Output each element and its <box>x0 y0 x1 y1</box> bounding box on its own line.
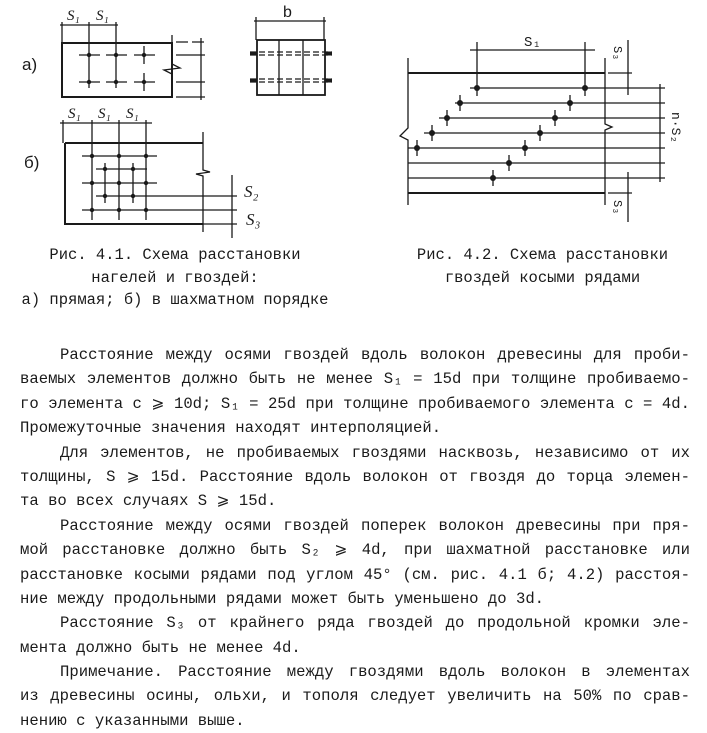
paragraph <box>20 343 690 441</box>
dim-s1-label: S₁ <box>68 106 81 122</box>
caption-line: Рис. 4.1. Схема расстановки <box>49 246 301 264</box>
figure-4-1-drawing <box>0 0 707 240</box>
text-line: та во всех случаях S ⩾ 15d. <box>20 492 277 511</box>
figure-4-1-caption <box>10 244 340 312</box>
text-line: расстановке косыми рядами под углом 45° (см. рис. 4.1 б; 4.2) расстоя- <box>20 565 690 584</box>
text-line: нению с указанными выше. <box>20 711 245 730</box>
text-line: ваемых элементов должно быть не менее S₁ = 15d при толщине пробиваемо- <box>20 370 690 389</box>
dim-s1-label: S₁ <box>524 35 541 51</box>
text-line: Расстояние S₃ от крайнего ряда гвоздей до продольной кромки эле- <box>60 614 690 633</box>
text-line: Для элементов, не пробиваемых гвоздями насквозь, независимо от их <box>60 443 690 462</box>
dim-s1-label: S₁ <box>67 8 80 24</box>
figure-4-2-caption <box>395 244 690 289</box>
text-line: ние между продольными рядами может быть уменьшено до 3d. <box>20 589 545 608</box>
body-text <box>20 343 690 733</box>
text-line: Промежуточные значения находят интерполяцией. <box>20 419 442 438</box>
text-line: мой расстановке должно быть S₂ ⩾ 4d, при шахматной расстановке или <box>20 541 690 560</box>
caption-line: Рис. 4.2. Схема расстановки <box>416 246 669 264</box>
dim-s3-label: S₃ <box>610 200 624 215</box>
dim-ns2-label: n·S₂ <box>668 112 683 144</box>
caption-line: а) прямая; б) в шахматном порядке <box>21 291 329 309</box>
text-line: толщины, S ⩾ 15d. Расстояние вдоль волокон от гвоздя до торца элемен- <box>20 467 690 486</box>
paragraph <box>20 514 690 612</box>
text-line: Примечание. Расстояние между гвоздями вдоль волокон в элементах <box>60 663 690 682</box>
figure-4-1b <box>24 106 261 238</box>
figure-4-1a <box>22 8 205 100</box>
text-line: Расстояние между осями гвоздей поперек волокон древесины при пря- <box>60 516 690 535</box>
figure-4-2 <box>400 35 683 222</box>
text-line: мента должно быть не менее 4d. <box>20 638 301 657</box>
paragraph-note <box>20 660 690 733</box>
text-line: Расстояние между осями гвоздей вдоль волокон древесины для проби- <box>60 346 690 364</box>
dim-s3-label: S₃ <box>246 210 261 229</box>
paragraph <box>20 611 690 660</box>
text-line: го элемента с ⩾ 10d; S₁ = 25d при толщине пробиваемого элемента с = 4d. <box>20 394 690 413</box>
text-line: из древесины осины, ольхи, и тополя следует увеличить на 50% по срав- <box>20 687 690 706</box>
caption-line: нагелей и гвоздей: <box>91 268 259 287</box>
paragraph <box>20 441 690 514</box>
caption-line: гвоздей косыми рядами <box>444 268 641 287</box>
label-b: б) <box>24 153 40 172</box>
dim-b-label: b <box>283 4 292 21</box>
dim-s2-label: S₂ <box>244 182 259 201</box>
figure-4-1a-side <box>250 4 332 95</box>
dim-s3-label: S₃ <box>610 46 624 61</box>
dim-s1-label: S₁ <box>96 8 109 24</box>
dim-s1-label: S₁ <box>98 106 111 122</box>
dim-s1-label: S₁ <box>126 106 139 122</box>
label-a: а) <box>22 55 38 74</box>
